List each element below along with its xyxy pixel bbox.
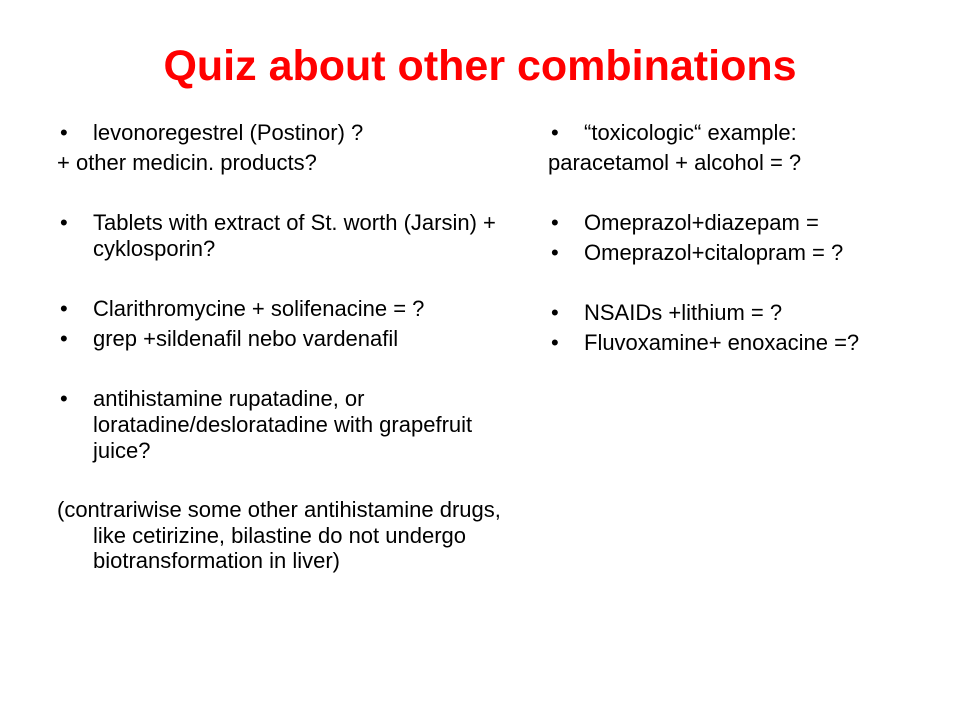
bullet-item-levonorgestrel bbox=[57, 120, 517, 146]
bullet-text: NSAIDs +lithium = ? bbox=[584, 299, 783, 325]
bullet-text: Omeprazol+citalopram = ? bbox=[584, 239, 844, 265]
left-column bbox=[57, 120, 517, 574]
bullet-icon: • bbox=[551, 329, 559, 355]
bullet-icon: • bbox=[551, 209, 559, 235]
bullet-item-omeprazol-diazepam bbox=[548, 210, 928, 236]
bullet-item-toxicologic bbox=[548, 120, 928, 146]
bullet-text: antihistamine rupatadine, or loratadine/desloratadine with grapefruit juice? bbox=[93, 385, 473, 463]
bullet-icon: • bbox=[60, 295, 68, 321]
bullet-icon: • bbox=[551, 239, 559, 265]
bullet-item-antihistamine bbox=[57, 386, 517, 464]
bullet-text: Fluvoxamine+ enoxacine =? bbox=[584, 329, 860, 355]
bullet-item-clarithromycine bbox=[57, 296, 517, 322]
bullet-icon: • bbox=[551, 120, 559, 145]
bullet-text: Omeprazol+diazepam = bbox=[584, 209, 819, 235]
continuation-line: + other medicin. products? bbox=[57, 149, 317, 175]
bullet-item-st-john-wort bbox=[57, 210, 517, 262]
note-paragraph: (contrariwise some other antihistamine drugs, like cetirizine, bilastine do not undergo biotransformation in liver) bbox=[57, 496, 501, 574]
continuation-line: paracetamol + alcohol = ? bbox=[548, 149, 802, 175]
bullet-icon: • bbox=[60, 209, 68, 235]
bullet-icon: • bbox=[551, 299, 559, 325]
bullet-text: levonoregestrel (Postinor) ? bbox=[93, 120, 364, 145]
bullet-text: grep +sildenafil nebo vardenafil bbox=[93, 325, 399, 351]
bullet-item-fluvoxamine bbox=[548, 330, 928, 356]
bullet-item-omeprazol-citalopram bbox=[548, 240, 928, 266]
right-column bbox=[548, 120, 928, 356]
bullet-icon: • bbox=[60, 120, 68, 145]
bullet-icon: • bbox=[60, 385, 68, 411]
bullet-text: Clarithromycine + solifenacine = ? bbox=[93, 295, 425, 321]
bullet-text: “toxicologic“ example: bbox=[584, 120, 797, 145]
slide-title: Quiz about other combinations bbox=[163, 42, 797, 90]
bullet-icon: • bbox=[60, 325, 68, 351]
bullet-item-nsaids bbox=[548, 300, 928, 326]
bullet-text: Tablets with extract of St. worth (Jarsin) + cyklosporin? bbox=[93, 209, 496, 261]
bullet-item-grep bbox=[57, 326, 517, 352]
